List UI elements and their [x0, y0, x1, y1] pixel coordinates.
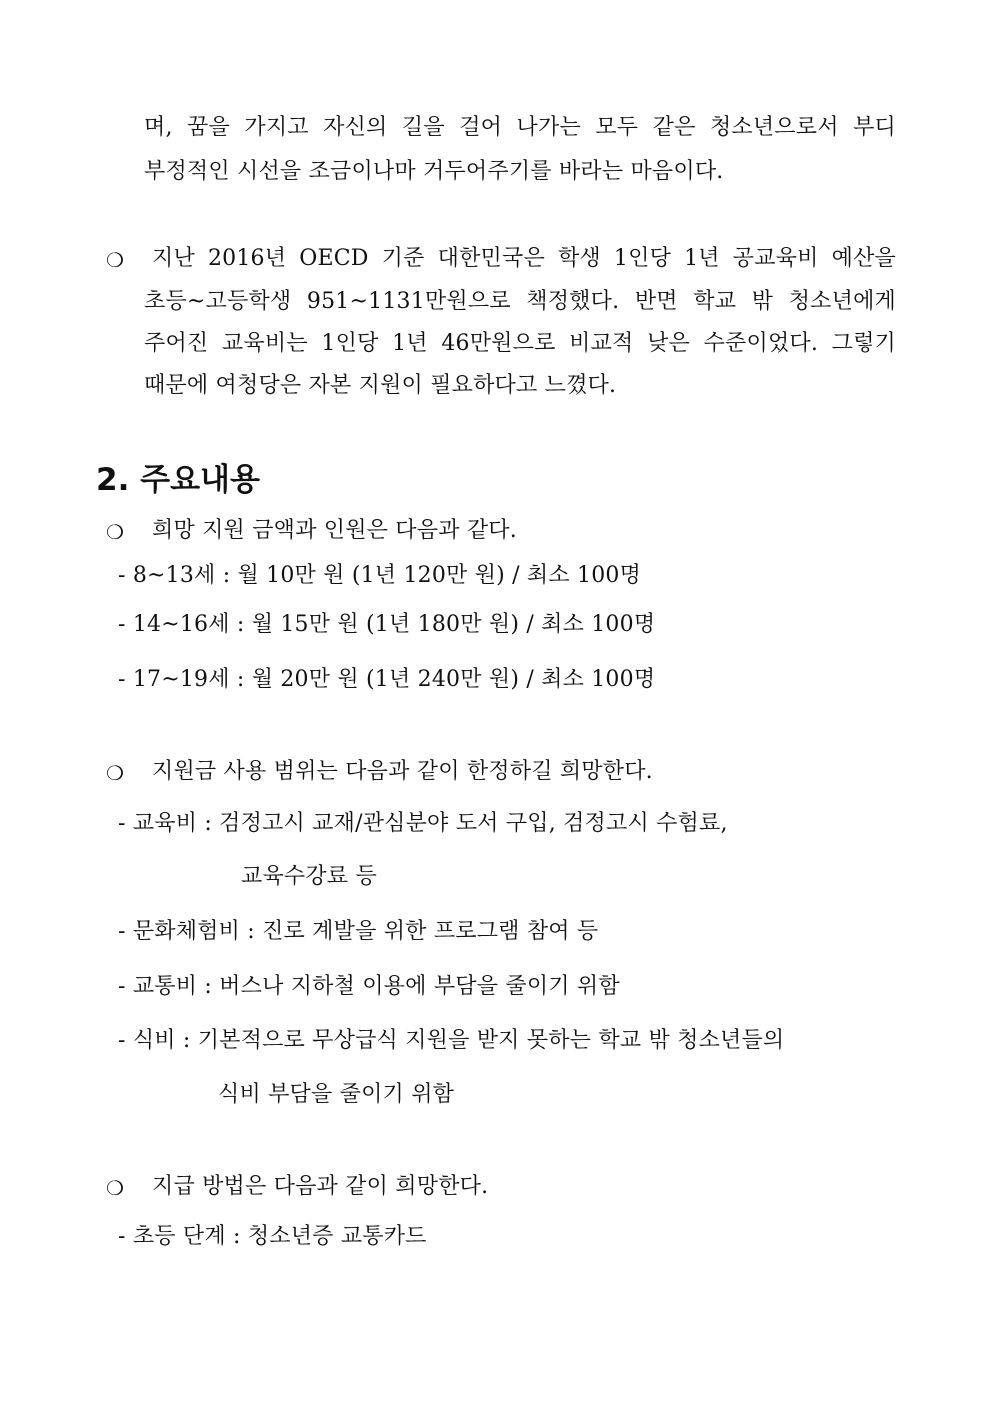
list-item: - 8~13세 : 월 10만 원 (1년 120만 원) / 최소 100명 [118, 563, 642, 588]
list-item: - 초등 단계 : 청소년증 교통카드 [118, 1224, 427, 1249]
list-item: - 교육비 : 검정고시 교재/관심분야 도서 구입, 검정고시 수험료, [118, 811, 728, 836]
list-item: - 14~16세 : 월 15만 원 (1년 180만 원) / 최소 100명 [118, 612, 656, 637]
list-item: - 문화체험비 : 진로 계발을 위한 프로그램 참여 등 [118, 919, 599, 944]
circle-bullet-icon: ❍ [106, 248, 124, 272]
paragraph-line: 지난 2016년 OECD 기준 대한민국은 학생 1인당 1년 공교육비 예산을 [152, 246, 896, 271]
list-intro: 지급 방법은 다음과 같이 희망한다. [152, 1174, 489, 1199]
list-item-continuation: 식비 부담을 줄이기 위함 [218, 1082, 455, 1107]
list-item: - 교통비 : 버스나 지하철 이용에 부담을 줄이기 위함 [118, 974, 620, 999]
paragraph-line: 며, 꿈을 가지고 자신의 길을 걸어 나가는 모두 같은 청소년으로서 부디 [144, 115, 896, 140]
paragraph-line: 때문에 여청당은 자본 지원이 필요하다고 느꼈다. [144, 373, 617, 398]
paragraph-line: 부정적인 시선을 조금이나마 거두어주기를 바라는 마음이다. [144, 159, 724, 184]
circle-bullet-icon: ❍ [106, 520, 124, 544]
list-item-continuation: 교육수강료 등 [241, 864, 377, 889]
list-item: - 17~19세 : 월 20만 원 (1년 240만 원) / 최소 100명 [118, 667, 656, 692]
paragraph-line: 초등~고등학생 951~1131만원으로 책정했다. 반면 학교 밖 청소년에게 [144, 289, 896, 314]
paragraph-line: 주어진 교육비는 1인당 1년 46만원으로 비교적 낮은 수준이었다. 그렇기 [144, 331, 896, 356]
list-intro: 지원금 사용 범위는 다음과 같이 한정하길 희망한다. [152, 759, 653, 784]
section-heading: 2. 주요내용 [96, 462, 260, 498]
list-item: - 식비 : 기본적으로 무상급식 지원을 받지 못하는 학교 밖 청소년들의 [118, 1028, 785, 1053]
list-intro: 희망 지원 금액과 인원은 다음과 같다. [152, 518, 517, 543]
circle-bullet-icon: ❍ [106, 761, 124, 785]
circle-bullet-icon: ❍ [106, 1176, 124, 1200]
